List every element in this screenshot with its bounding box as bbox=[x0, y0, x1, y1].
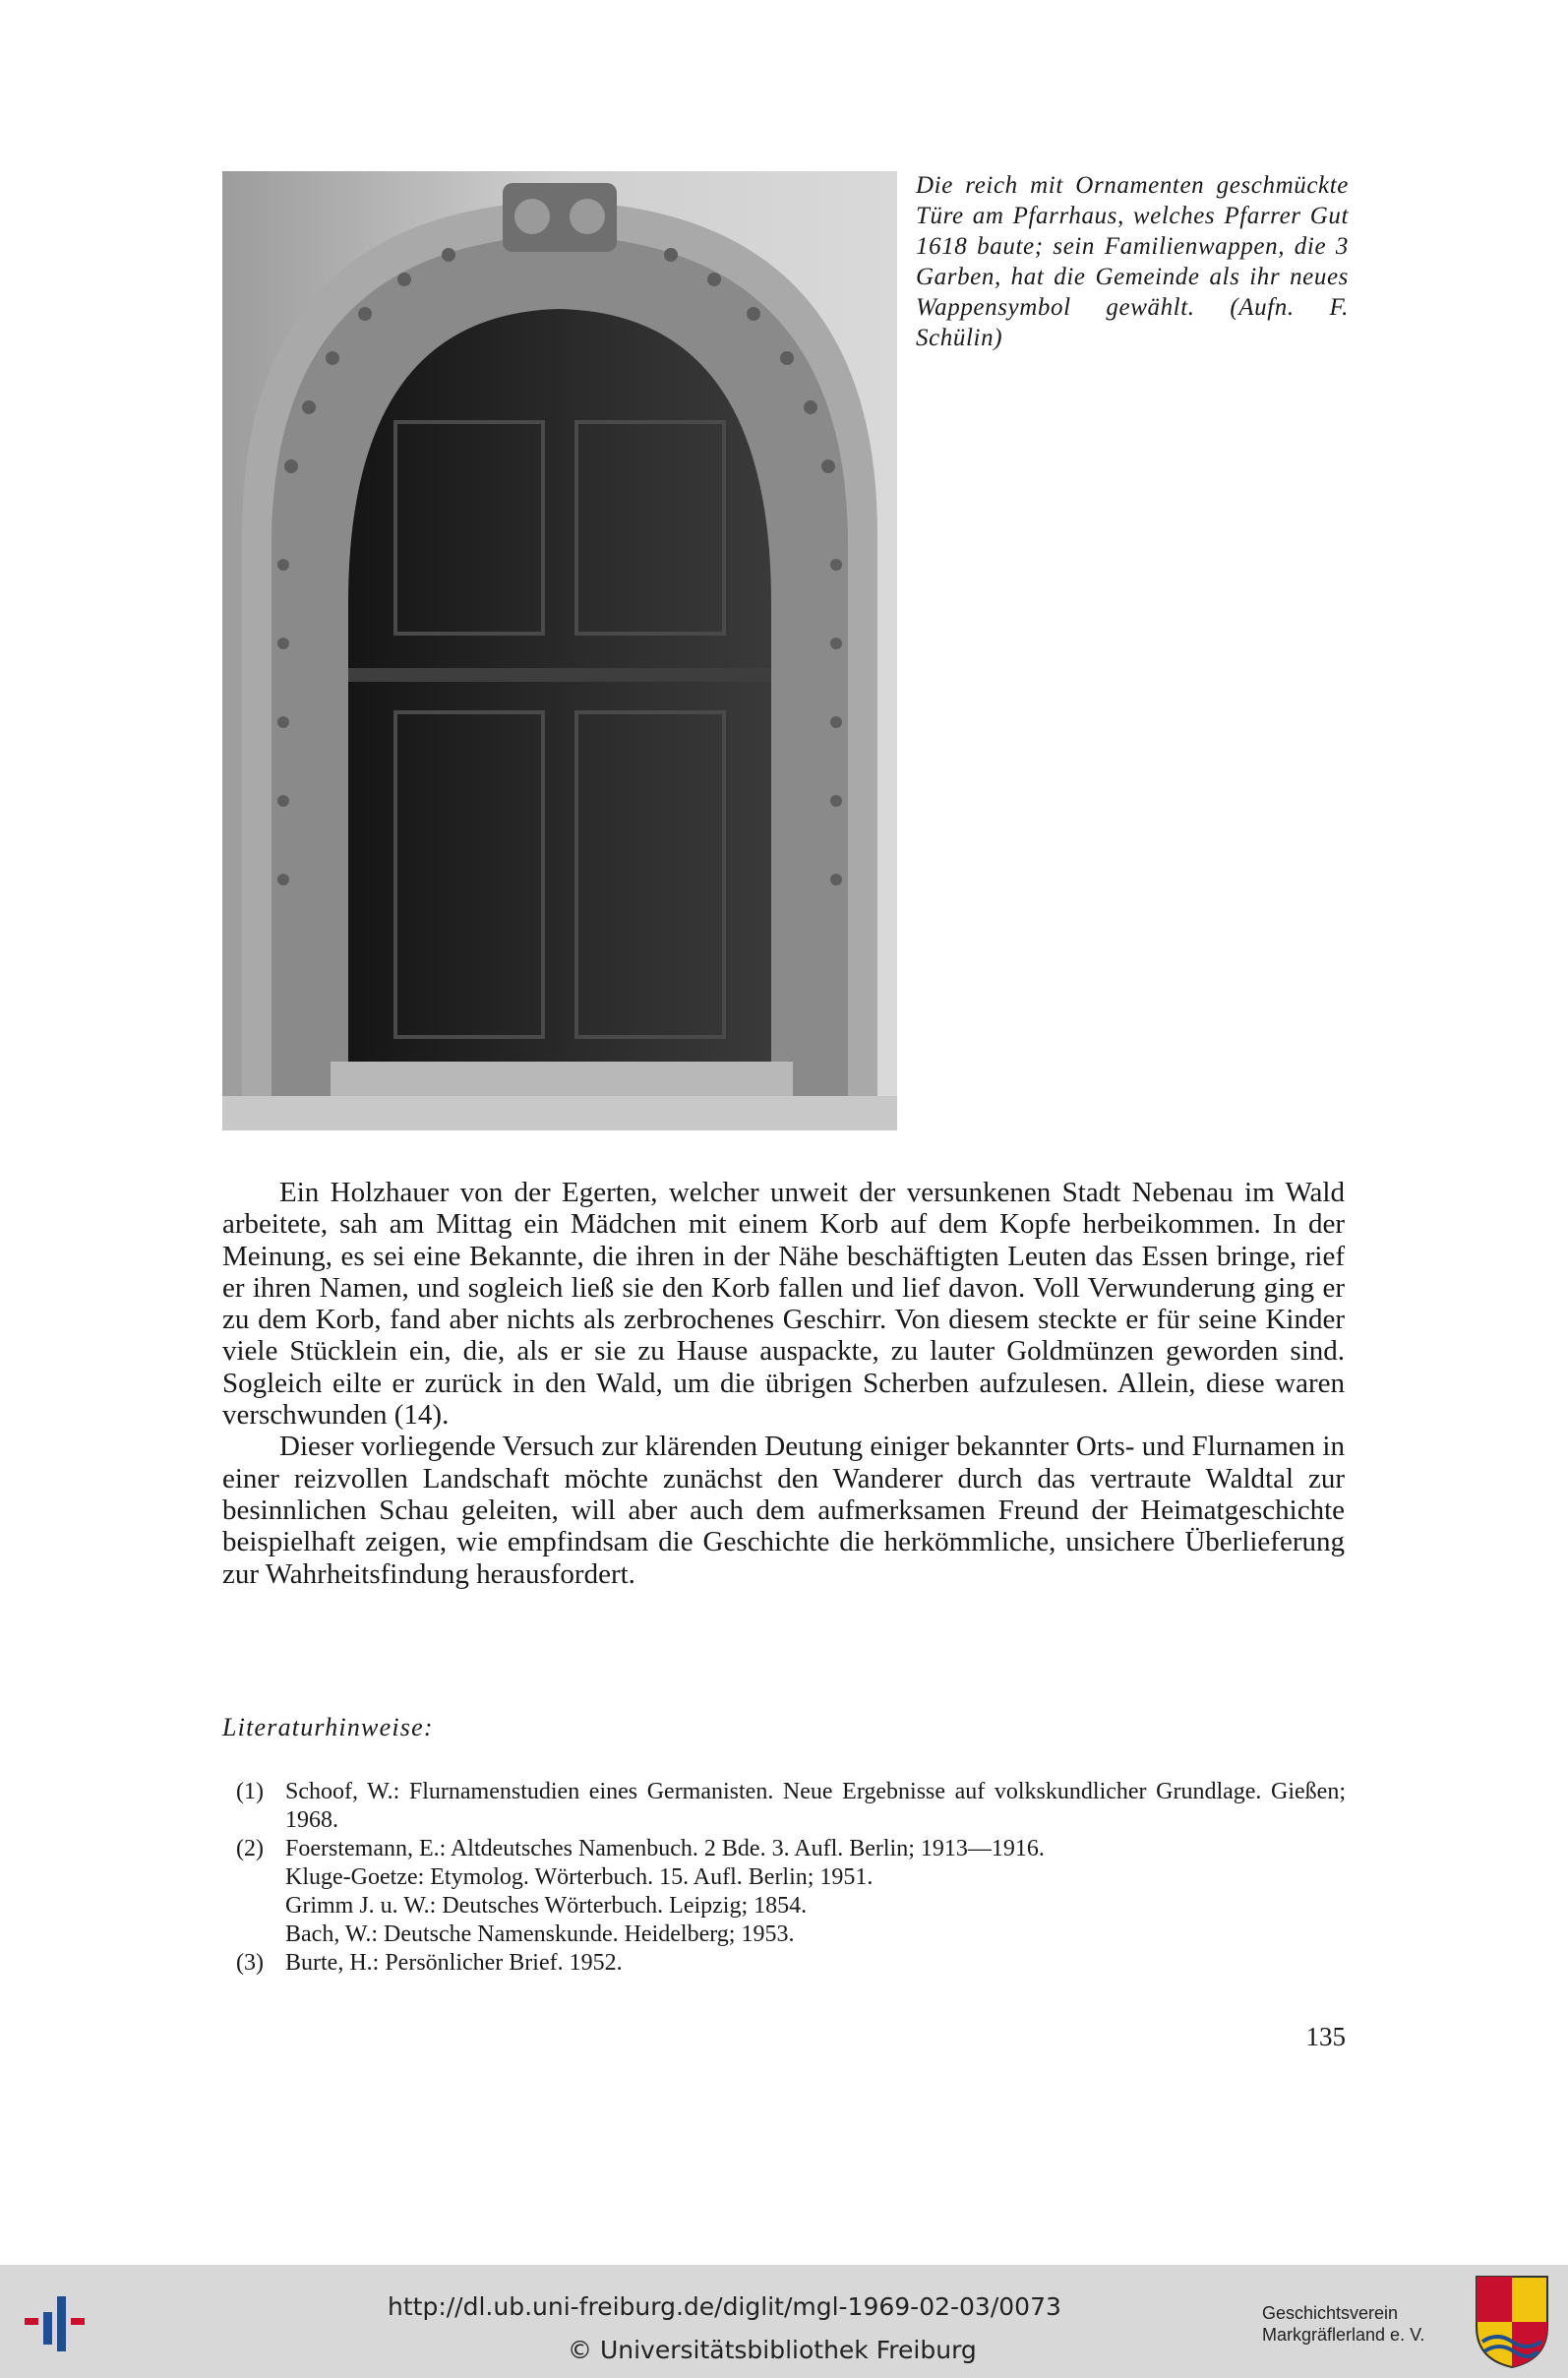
photo-caption: Die reich mit Ornamenten geschmückte Türe am Pfarrhaus, welches Pfarrer Gut 1618 baute; sein Familienwappen, die 3 Garben, hat die Gemeinde als ihr neues Wappensymbol gewählt. (Aufn. F. Schülin) bbox=[916, 172, 1349, 351]
reference-number: (3) bbox=[236, 1950, 264, 1976]
door-illustration bbox=[222, 171, 897, 1130]
reference-item bbox=[236, 1949, 1346, 1978]
body-text bbox=[222, 1177, 1345, 1590]
page-number: 135 bbox=[1305, 2022, 1346, 2051]
reference-number: (1) bbox=[236, 1779, 264, 1804]
society-name bbox=[1262, 2302, 1424, 2346]
footer-url-link[interactable]: http://dl.ub.uni-freiburg.de/diglit/mgl-1969-02-03/0073 bbox=[388, 2292, 1061, 2321]
library-logo-icon bbox=[20, 2283, 98, 2361]
reference-line: Grimm J. u. W.: Deutsches Wörterbuch. Leipzig; 1854. bbox=[285, 1893, 808, 1919]
reference-line: Schoof, W.: Flurnamenstudien eines Germanisten. Neue Ergebnisse auf volkskundlicher Grundlage. Gießen; 1968. bbox=[285, 1779, 1346, 1833]
reference-line: Burte, H.: Persönlicher Brief. 1952. bbox=[285, 1950, 623, 1976]
paragraph: Dieser vorliegende Versuch zur klärenden Deutung einiger bekannter Orts- und Flurnamen in einer reizvollen Landschaft möchte zunächst den Wanderer durch das vertraute Waldtal zur besinnlichen Schau geleiten, will aber auch dem aufmerksamen Freund der Heimatgeschichte beispielhaft zeigen, wie empfindsam die Geschichte die herkömmliche, unsichere Überlieferung zur Wahrheitsfindung herausfordert. bbox=[222, 1431, 1345, 1590]
coat-of-arms-icon bbox=[1473, 2273, 1551, 2369]
society-line: Geschichtsverein bbox=[1262, 2303, 1399, 2323]
reference-line: Kluge-Goetze: Etymolog. Wörterbuch. 15. Aufl. Berlin; 1951. bbox=[285, 1864, 874, 1890]
reference-list bbox=[236, 1778, 1346, 1978]
reference-item bbox=[236, 1778, 1346, 1835]
reference-text bbox=[285, 1949, 1346, 1978]
reference-number: (2) bbox=[236, 1836, 264, 1861]
reference-text bbox=[285, 1835, 1346, 1949]
footer-copyright: © Universitätsbibliothek Freiburg bbox=[568, 2336, 977, 2364]
reference-line: Bach, W.: Deutsche Namenskunde. Heidelberg; 1953. bbox=[285, 1921, 795, 1947]
footer-bar bbox=[0, 2265, 1568, 2378]
reference-line: Foerstemann, E.: Altdeutsches Namenbuch. 2 Bde. 3. Aufl. Berlin; 1913—1916. bbox=[285, 1836, 1045, 1861]
paragraph: Ein Holzhauer von der Egerten, welcher unweit der versunkenen Stadt Nebenau im Wald arbeitete, sah am Mittag ein Mädchen mit einem Korb auf dem Kopfe herbeikommen. In der Meinung, es sei eine Bekannte, die ihren in der Nähe beschäftigten Leuten das Essen bringe, rief er ihren Namen, und sogleich ließ sie den Korb fallen und lief davon. Voll Verwunderung ging er zu dem Korb, fand aber nichts als zerbrochenes Geschirr. Von diesem steckte er für seine Kinder viele Stücklein ein, die, als er sie zu Hause auspackte, zu lauter Goldmünzen geworden sind. Sogleich eilte er zurück in den Wald, um die übrigen Scherben aufzulesen. Allein, diese waren verschwunden (14). bbox=[222, 1177, 1345, 1432]
door-photograph bbox=[222, 171, 897, 1130]
reference-text bbox=[285, 1778, 1346, 1835]
reference-item bbox=[236, 1835, 1346, 1949]
society-line: Markgräflerland e. V. bbox=[1262, 2325, 1425, 2345]
literature-heading: Literaturhinweise: bbox=[222, 1713, 434, 1741]
